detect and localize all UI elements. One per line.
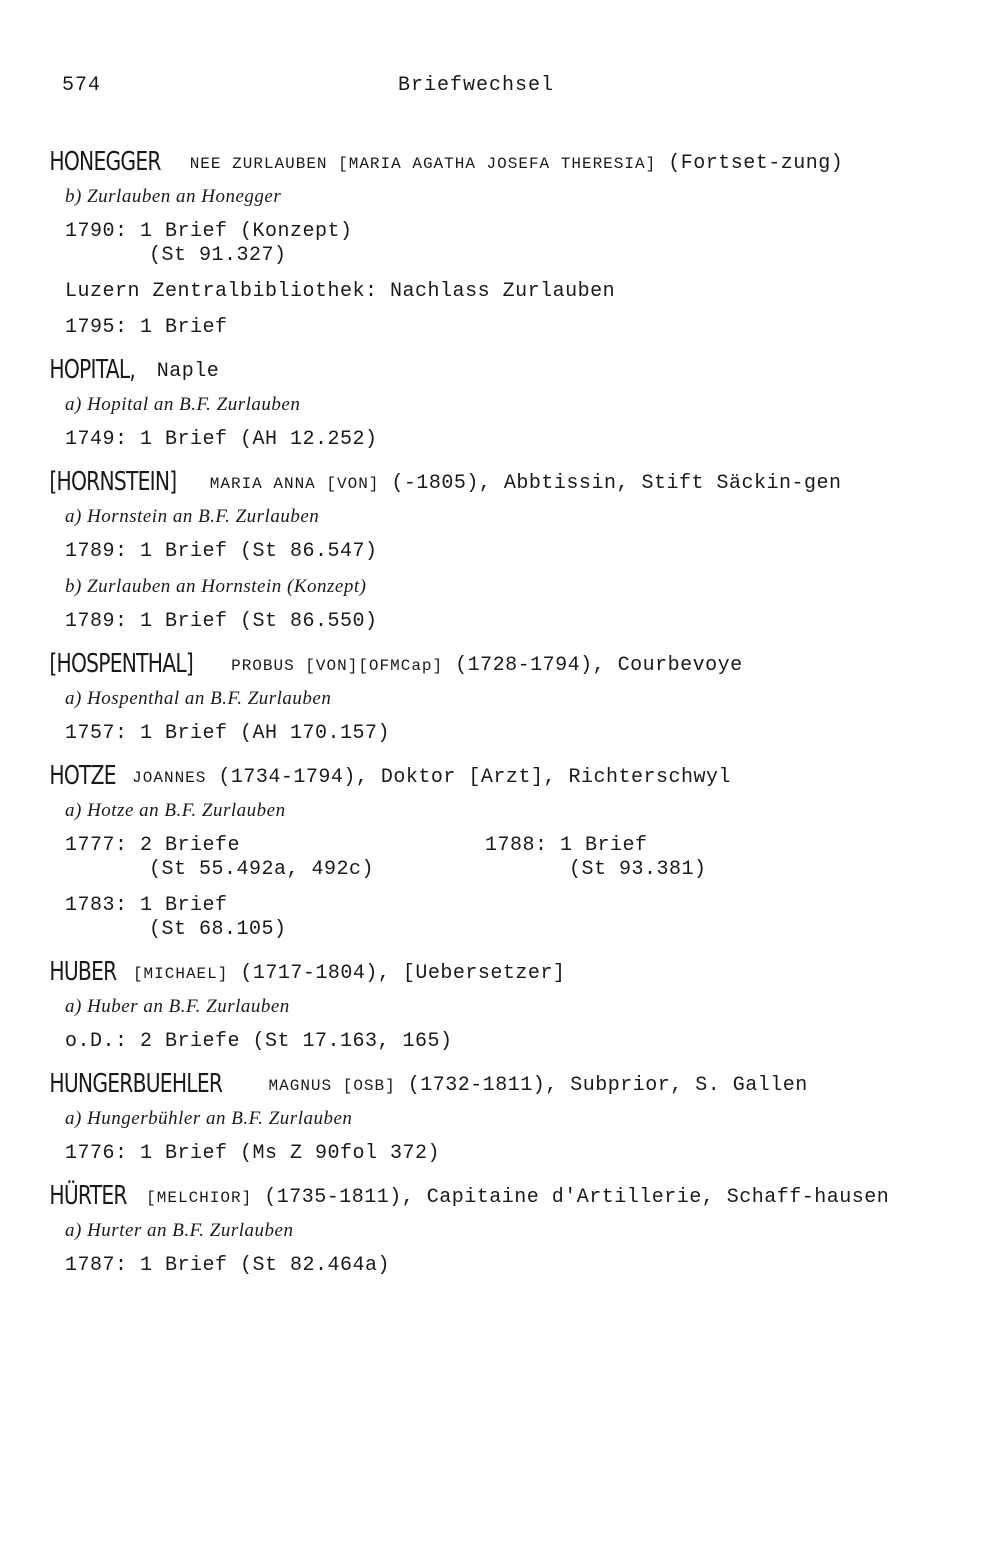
letter-line: 1757: 1 Brief (AH 170.157)	[65, 722, 391, 745]
correspondence-direction: b) Zurlauben an Honegger	[65, 186, 282, 207]
correspondence-direction: a) Hungerbühler an B.F. Zurlauben	[65, 1108, 353, 1129]
letter-line: 1783: 1 Brief	[65, 894, 228, 917]
entry-name: HOPITAL,	[49, 355, 136, 385]
entry-hospenthal	[49, 649, 935, 746]
entry-heading	[49, 1181, 935, 1211]
letter-signature: (St 93.381)	[569, 858, 707, 881]
entry-given-names: [MICHAEL]	[132, 965, 229, 983]
archive-location: Luzern Zentralbibliothek: Nachlass Zurlauben	[65, 280, 616, 303]
entry-name: HOTZE	[49, 761, 116, 791]
entry-heading	[49, 147, 935, 177]
correspondence-direction: a) Hurter an B.F. Zurlauben	[65, 1220, 294, 1241]
letter-line: 1749: 1 Brief (AH 12.252)	[65, 428, 378, 451]
correspondence-direction: a) Hospenthal an B.F. Zurlauben	[65, 688, 332, 709]
entry-given-names: MARIA ANNA [VON]	[209, 475, 380, 493]
entry-name: HÜRTER	[49, 1181, 127, 1211]
letter-line: 1787: 1 Brief (St 82.464a)	[65, 1254, 391, 1277]
entry-hopital	[49, 355, 935, 452]
entry-huber	[49, 957, 935, 1054]
entry-name: HUBER	[49, 957, 117, 987]
entry-heading	[49, 761, 935, 791]
entry-given-names: NEE ZURLAUBEN [MARIA AGATHA JOSEFA THERESIA]	[189, 155, 657, 173]
entry-given-names: JOANNES	[132, 769, 207, 787]
letter-record	[65, 220, 935, 268]
entry-name: [HOSPENTHAL]	[49, 649, 193, 679]
letter-line: 1776: 1 Brief (Ms Z 90fol 372)	[65, 1142, 441, 1165]
entry-details: (-1805), Abbtissin, Stift Säckin-gen	[391, 472, 842, 495]
entry-given-names: MAGNUS [OSB]	[268, 1077, 396, 1095]
letter-line: o.D.: 2 Briefe (St 17.163, 165)	[65, 1030, 453, 1053]
letter-line: 1790: 1 Brief (Konzept)	[65, 220, 353, 243]
correspondence-direction: a) Hopital an B.F. Zurlauben	[65, 394, 301, 415]
letter-line: 1789: 1 Brief (St 86.547)	[65, 540, 378, 563]
correspondence-direction: a) Hornstein an B.F. Zurlauben	[65, 506, 320, 527]
letter-signature: (St 91.327)	[149, 244, 287, 267]
entry-heading	[49, 355, 935, 385]
entry-details: (1734-1794), Doktor [Arzt], Richterschwyl	[218, 766, 731, 789]
entry-name: [HORNSTEIN]	[49, 467, 177, 497]
letter-line: 1788: 1 Brief	[485, 834, 648, 857]
entry-hurter	[49, 1181, 935, 1278]
correspondence-direction: a) Huber an B.F. Zurlauben	[65, 996, 290, 1017]
entry-heading	[49, 649, 935, 679]
entry-given-names: PROBUS [VON][OFMCap]	[231, 657, 444, 675]
entry-details: Naple	[156, 360, 220, 383]
page-number: 574	[62, 74, 102, 97]
entry-details: (Fortset-zung)	[668, 152, 844, 175]
running-title: Briefwechsel	[398, 74, 555, 97]
letter-signature: (St 68.105)	[149, 918, 287, 941]
entry-hungerbuehler	[49, 1069, 935, 1166]
entry-details: (1735-1811), Capitaine d'Artillerie, Schaff-hausen	[264, 1186, 890, 1209]
entry-details: (1728-1794), Courbevoye	[455, 654, 743, 677]
entry-heading	[49, 467, 935, 497]
entry-heading	[49, 957, 935, 987]
entry-hornstein	[49, 467, 935, 634]
entry-hotze	[49, 761, 935, 942]
entry-heading	[49, 1069, 935, 1099]
correspondence-direction: a) Hotze an B.F. Zurlauben	[65, 800, 286, 821]
entry-name: HONEGGER	[49, 147, 161, 177]
entry-details: (1732-1811), Subprior, S. Gallen	[407, 1074, 808, 1097]
letter-signature: (St 55.492a, 492c)	[149, 858, 375, 881]
letter-record	[65, 834, 485, 882]
letter-columns	[65, 834, 935, 894]
letter-record	[485, 834, 905, 882]
entry-honegger	[49, 147, 935, 340]
entry-given-names: [MELCHIOR]	[146, 1189, 253, 1207]
letter-line: 1789: 1 Brief (St 86.550)	[65, 610, 378, 633]
letter-record	[65, 894, 935, 942]
correspondence-direction: b) Zurlauben an Hornstein (Konzept)	[65, 576, 367, 597]
letter-line: 1795: 1 Brief	[65, 316, 228, 339]
entry-details: (1717-1804), [Uebersetzer]	[240, 962, 566, 985]
page-content	[49, 147, 935, 1296]
entry-name: HUNGERBUEHLER	[49, 1069, 223, 1099]
letter-line: 1777: 2 Briefe	[65, 834, 241, 857]
